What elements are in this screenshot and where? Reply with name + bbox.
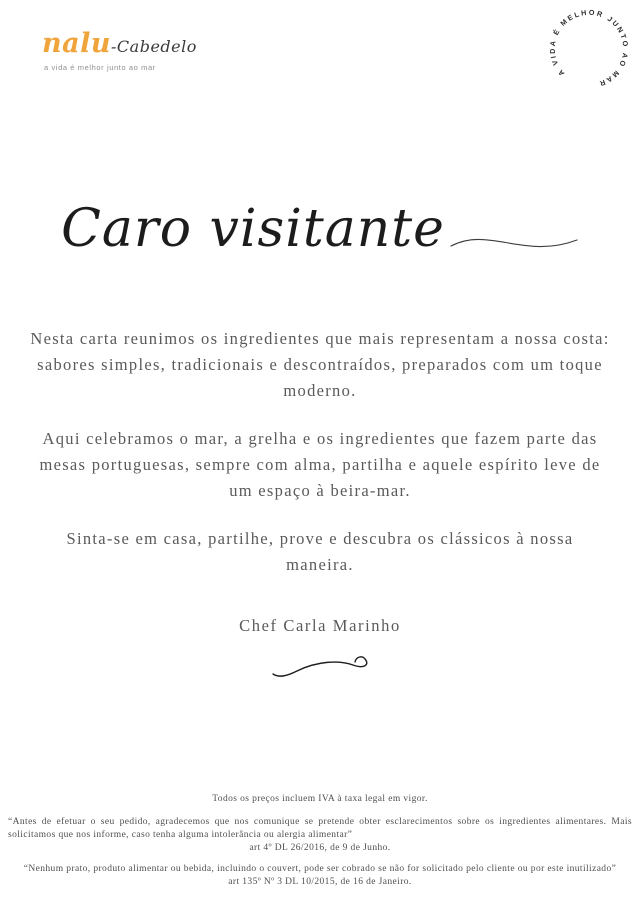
intro-paragraph-3: Sinta-se em casa, partilhe, prove e descubra os clássicos à nossa maneira. (66, 529, 574, 574)
logo-primary-text: nalu (42, 28, 112, 59)
logo-secondary-text: -Cabedelo (111, 37, 197, 56)
heading-swash-icon (449, 222, 579, 262)
intro-paragraph-2: Aqui celebramos o mar, a grelha e os ingredientes que fazem parte das mesas portuguesas, sempre com alma, partilha e aquele espírito leve de um espaço à beira-mar. (39, 429, 601, 500)
intro-paragraph-1: Nesta carta reunimos os ingredientes que mais representam a nossa costa: sabores simples, tradicionais e descontraídos, preparados com um toque moderno. (30, 329, 610, 400)
calligraphic-flourish-icon (265, 652, 375, 682)
page-heading-row (0, 196, 640, 262)
circular-badge-icon (544, 4, 634, 94)
brand-logo (42, 28, 197, 72)
couvert-notice: “Nenhum prato, produto alimentar ou bebida, incluindo o couvert, pode ser cobrado se não for solicitado pelo cliente ou por este inutilizado” (23, 864, 617, 874)
logo-wordmark (42, 28, 197, 59)
logo-tagline: a vida é melhor junto ao mar (44, 63, 156, 72)
svg-text:A VIDA É MELHOR JUNTO AO MAR (548, 8, 631, 89)
badge-circular-text: A VIDA É MELHOR JUNTO AO MAR (547, 7, 631, 89)
vat-notice: Todos os preços incluem IVA à taxa legal em vigor. (212, 794, 428, 804)
couvert-law-reference: art 135º Nº 3 DL 10/2015, de 16 de Janeiro. (228, 877, 412, 887)
footer-legal (8, 793, 632, 889)
page-title: Caro visitante (61, 199, 445, 259)
allergy-law-reference: art 4º DL 26/2016, de 9 de Junho. (249, 843, 391, 853)
allergy-notice: “Antes de efetuar o seu pedido, agradecemos que nos comunique se pretende obter esclarecimentos sobre os ingredientes alimentares. Mais solicitamos que nos informe, caso tenha alguma intolerância ou alergia alimentar” (8, 817, 632, 840)
intro-section (30, 326, 610, 687)
flourish-wrap (30, 652, 610, 687)
chef-signature: Chef Carla Marinho (239, 616, 401, 635)
